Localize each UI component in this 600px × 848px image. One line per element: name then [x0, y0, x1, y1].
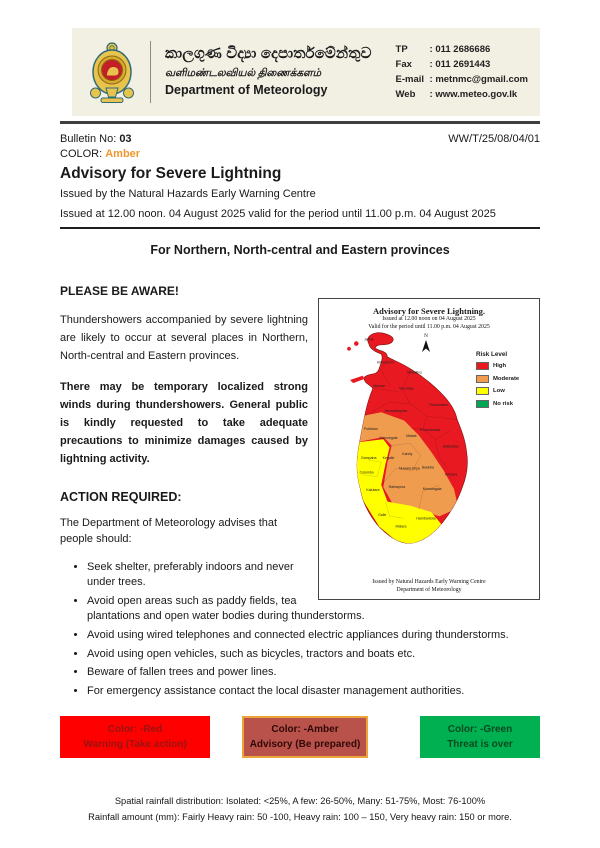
svg-text:Ampara: Ampara [444, 472, 458, 477]
advice-bullet: • Avoid open areas such as paddy fields, tea plantations and open water bodies during thunderstorms. [87, 594, 540, 625]
svg-text:Nuwara Eliya: Nuwara Eliya [398, 466, 420, 471]
contact-email: E-mail : metnmc@gmail.com [395, 74, 528, 85]
advice-bullet: • Avoid using wired telephones and connected electric appliances during thunderstorms. [87, 628, 540, 644]
svg-text:Kalutara: Kalutara [366, 488, 380, 493]
svg-text:Polonnaruwa: Polonnaruwa [419, 427, 441, 432]
sri-lanka-map-svg [323, 329, 479, 555]
color-value: Amber [105, 148, 141, 160]
legend-item-low: Low [476, 387, 534, 395]
svg-text:Batticaloa: Batticaloa [443, 444, 459, 449]
svg-text:Kilinochchi: Kilinochchi [376, 360, 394, 365]
svg-text:Vavuniya: Vavuniya [399, 386, 414, 391]
dept-title-english: Department of Meteorology [165, 83, 328, 98]
letterhead [72, 28, 540, 116]
north-arrow-icon: N [419, 334, 433, 356]
svg-text:Matale: Matale [406, 434, 417, 439]
bulletin-reference: WW/T/25/08/04/01 [448, 133, 540, 145]
risk-map-panel [318, 298, 540, 600]
aware-paragraph: Thundershowers accompanied by severe lightning are likely to occur at several places in Northern, North-central and Eastern provinces. [60, 314, 308, 362]
legend-item-norisk: No risk [476, 400, 534, 408]
svg-text:Hambantota: Hambantota [416, 516, 436, 521]
svg-text:Mullaitivu: Mullaitivu [407, 370, 422, 375]
advice-bullet: • Beware of fallen trees and power lines. [87, 665, 540, 681]
svg-text:Puttalam: Puttalam [363, 426, 378, 431]
status-legend-row [60, 716, 540, 758]
advice-bullet: • For emergency assistance contact the local disaster management authorities. [87, 684, 540, 700]
emblem-icon [88, 40, 136, 104]
status-box-red: Color: -Red Warning (Take action) [60, 716, 210, 758]
map-subtitle-1: Issued at 12.00 noon on 04 August 2025 [382, 316, 476, 322]
svg-text:Jaffna: Jaffna [364, 337, 374, 342]
svg-text:Monaragala: Monaragala [422, 487, 442, 492]
issued-by-line: Issued by the Natural Hazards Early Warning Centre [60, 188, 316, 200]
contact-fax: Fax : 011 2691443 [395, 58, 491, 70]
svg-text:Anuradhapura: Anuradhapura [384, 409, 407, 414]
contact-web: Web : www.meteo.gov.lk [395, 89, 518, 101]
svg-text:Kurunegala: Kurunegala [379, 436, 398, 441]
map-subtitle-2: Valid for the period until 11.00 p.m. 04 August 2025 [368, 323, 490, 330]
issued-at-line: Issued at 12.00 noon. 04 August 2025 valid for the period until 11.00 p.m. 04 August 2025 [60, 207, 496, 220]
legend-item-high: High [476, 362, 534, 370]
status-box-amber: Color: -Amber Advisory (Be prepared) [242, 716, 368, 758]
action-intro: The Department of Meteorology advises that people should: [60, 516, 278, 545]
rainfall-amount-note: Rainfall amount (mm): Fairly Heavy rain: 50 -100, Heavy rain: 100 – 150, Very heavy rain: 150 or more. [88, 812, 512, 823]
bulletin-number: Bulletin No: 03 [60, 133, 132, 145]
please-be-aware-heading: PLEASE BE AWARE! [60, 284, 179, 298]
contact-tp: TP : 011 2686686 [395, 43, 491, 55]
advice-bullet: • Seek shelter, preferably indoors and never under trees. [87, 560, 540, 591]
section-rule [60, 227, 540, 229]
rainfall-notes [60, 794, 540, 826]
svg-text:Trincomalee: Trincomalee [428, 402, 449, 407]
header-rule [60, 121, 540, 124]
advisory-title: Advisory for Severe Lightning [60, 165, 282, 182]
provinces-heading: For Northern, North-central and Eastern provinces [150, 243, 450, 257]
status-box-green: Color: -Green Threat is over [420, 716, 540, 758]
contact-block [396, 42, 530, 103]
strong-winds-paragraph: There may be temporary localized strong winds during thundershowers. General public is kindly requested to take adequate precautions to minimize damages caused by lightning activity. [60, 381, 308, 465]
svg-text:Badulla: Badulla [422, 465, 434, 470]
advice-bullet: • Avoid using open vehicles, such as bicycles, tractors and boats etc. [87, 647, 540, 663]
legend-title: Risk Level [476, 351, 508, 358]
svg-text:Colombo: Colombo [359, 470, 374, 475]
dept-title-tamil: வளிமண்டலவியல் திணைக்களம் [165, 68, 322, 79]
bulletin-color: COLOR: Amber [60, 148, 141, 160]
svg-text:Galle: Galle [378, 513, 387, 518]
map-title: Advisory for Severe Lightning. [372, 306, 486, 316]
svg-text:Kandy: Kandy [402, 451, 413, 456]
header-divider [150, 41, 151, 103]
svg-text:Matara: Matara [395, 524, 407, 529]
svg-text:Ratnapura: Ratnapura [388, 485, 406, 490]
map-footer: Issued by Natural Hazards Early Warning Centre Department of Meteorology [372, 578, 486, 593]
map-legend [476, 351, 534, 412]
svg-text:Kegalle: Kegalle [382, 456, 395, 460]
spatial-distribution-note: Spatial rainfall distribution: Isolated: <25%, A few: 26-50%, Many: 51-75%, Most: 76-100% [114, 796, 486, 807]
svg-text:Mannar: Mannar [373, 384, 386, 389]
legend-item-moderate: Moderate [476, 375, 534, 383]
action-required-heading: ACTION REQUIRED: [60, 489, 182, 504]
sri-lanka-emblem-logo [88, 40, 136, 104]
dept-title-sinhala: කාලගුණ විද්‍යා දෙපාර්තමේන්තුව [165, 45, 372, 63]
svg-text:Gampaha: Gampaha [361, 456, 377, 460]
